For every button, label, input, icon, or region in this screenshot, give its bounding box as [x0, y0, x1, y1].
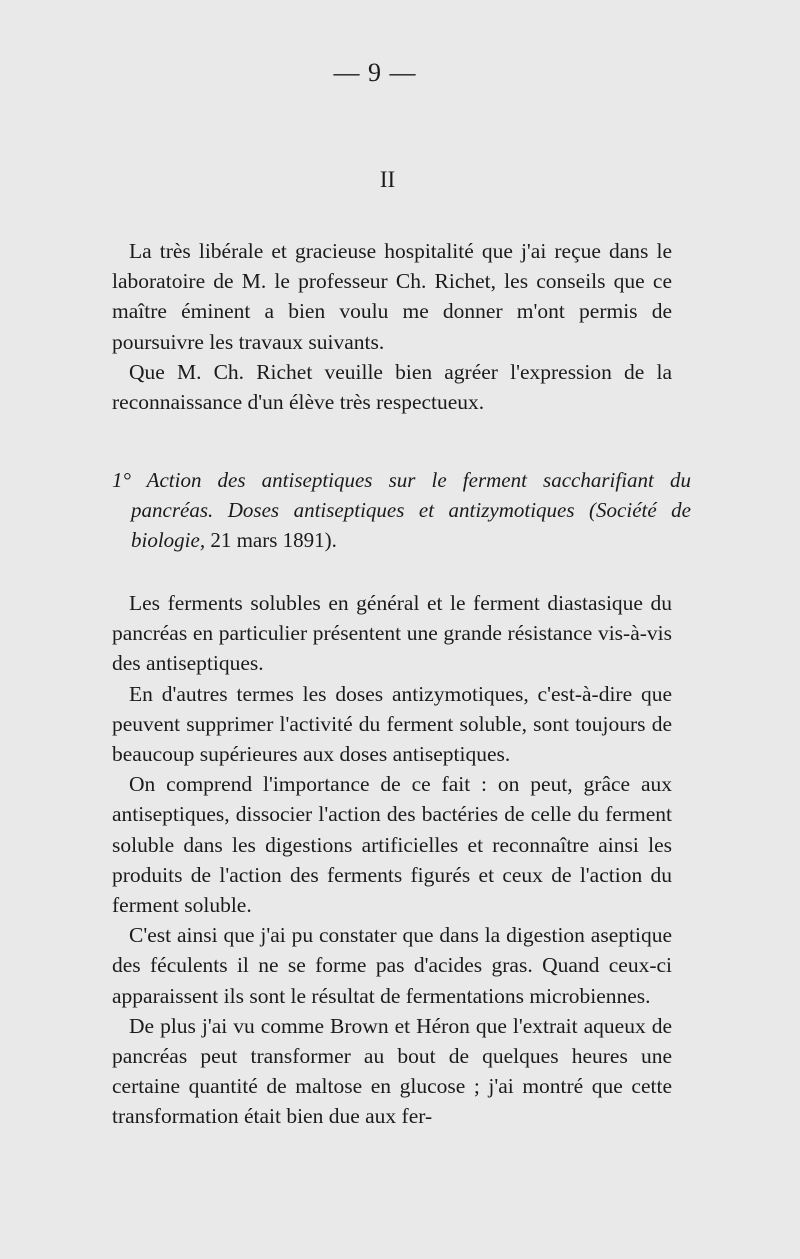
- citation-title: 1° Action des antiseptiques sur le ferment saccharifiant du pancréas. Doses antiseptiques et antizymotiques (Société de biologie,: [112, 468, 691, 553]
- paragraph: Les ferments solubles en général et le ferment diastasique du pancréas en particulier présentent une grande résistance vis-à-vis des antiseptiques.: [112, 591, 672, 676]
- acknowledgement-section: [112, 236, 672, 417]
- page-number: — 9 —: [333, 58, 417, 87]
- paragraph: De plus j'ai vu comme Brown et Héron que l'extrait aqueux de pancréas peut transformer au bout de quelques heures une certaine quantité de maltose en glucose ; j'ai montré que cette transformation était bien due aux fer-: [112, 1013, 672, 1129]
- paragraph: Que M. Ch. Richet veuille bien agréer l'expression de la reconnaissance d'un élève très respectueux.: [112, 359, 672, 415]
- paragraph: On comprend l'importance de ce fait : on peut, grâce aux antiseptiques, dissocier l'action des bactéries de celle du ferment soluble dans les digestions artificielles et reconnaître ainsi les produits de l'action des ferments figurés et ceux de l'action du ferment soluble.: [112, 772, 672, 918]
- citation-date: 21 mars 1891).: [205, 528, 337, 553]
- main-text: [112, 588, 672, 1132]
- section-heading: II: [379, 167, 396, 192]
- paragraph: C'est ainsi que j'ai pu constater que dans la digestion aseptique des féculents il ne se forme pas d'acides gras. Quand ceux-ci apparaissent ils sont le résultat de fermentations microbiennes.: [112, 923, 672, 1008]
- publication-citation: [112, 465, 691, 556]
- paragraph: En d'autres termes les doses antizymotiques, c'est-à-dire que peuvent supprimer l'activité du ferment soluble, sont toujours de beaucoup supérieures aux doses antiseptiques.: [112, 681, 672, 767]
- paragraph: La très libérale et gracieuse hospitalité que j'ai reçue dans le laboratoire de M. le professeur Ch. Richet, les conseils que ce maître éminent a bien voulu me donner m'ont permis de poursuivre les travaux suivants.: [112, 239, 672, 354]
